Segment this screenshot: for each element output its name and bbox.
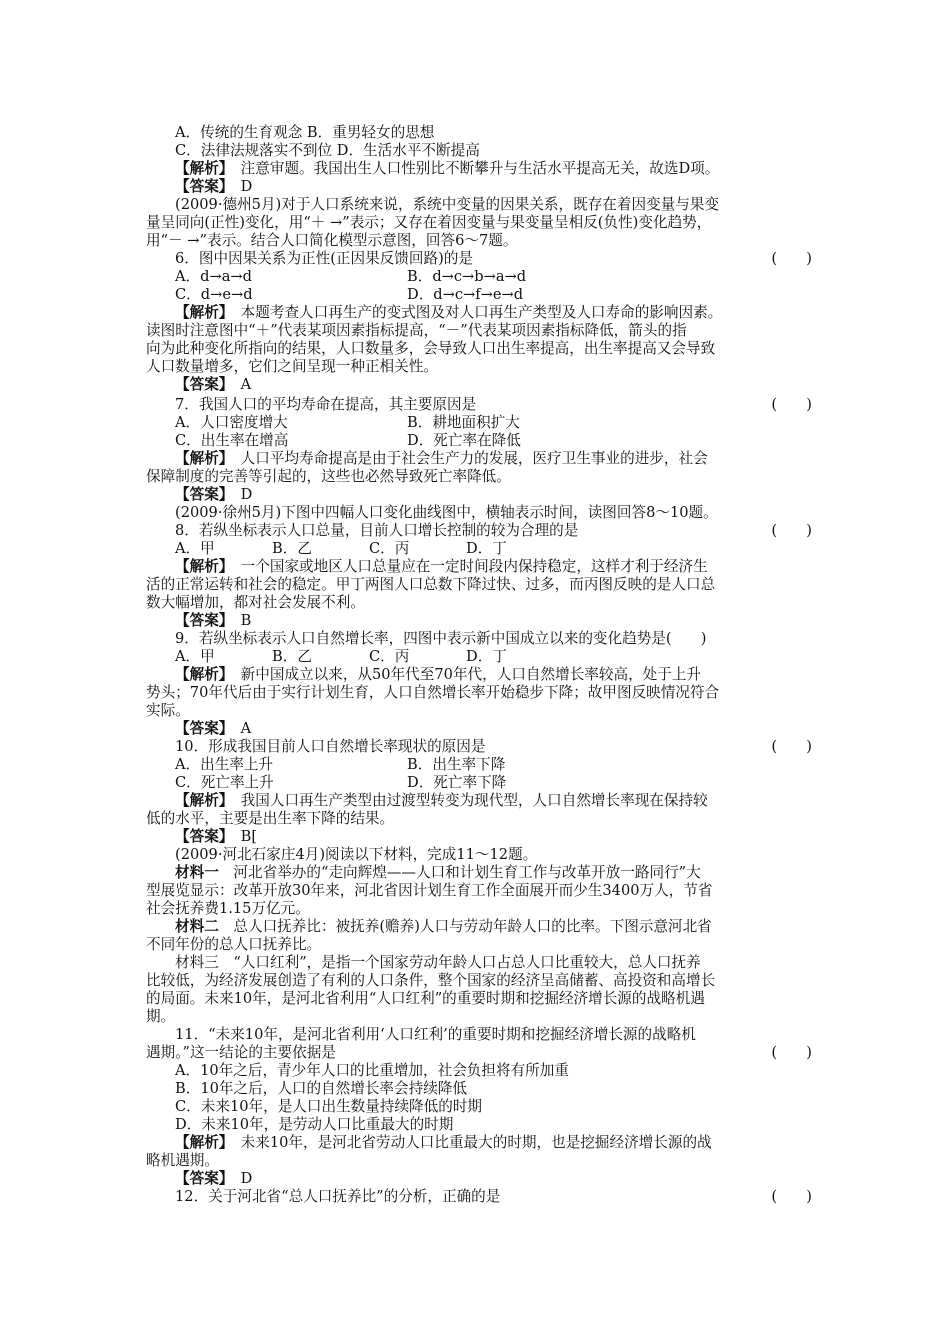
option-line — [175, 774, 812, 792]
analysis-heading: 【解析】 — [175, 558, 227, 575]
text-line: (2009·徐州5月)下图中四幅人口变化曲线图中，横轴表示时间，读图回答8～10题。 — [175, 504, 718, 521]
question-line: 11．“未来10年，是河北省利用‘人口红利’的重要时期和挖掘经济增长源的战略机 — [175, 1026, 696, 1043]
analysis-heading: 【解析】 — [175, 1134, 227, 1151]
option-a: A．人口密度增大 — [175, 414, 288, 431]
option-c: C．丙 — [369, 540, 410, 557]
option-d: D．死亡率下降 — [407, 774, 507, 791]
option-c: C．丙 — [369, 648, 410, 665]
analysis-line — [175, 304, 812, 322]
text-line: 不同年份的总人口抚养比。 — [146, 936, 322, 953]
option-c: C．出生率在增高 — [175, 432, 289, 449]
analysis-text: 一个国家或地区人口总量应在一定时间段内保持稳定，这样才利于经济生 — [226, 558, 708, 575]
text-line: 材料三 “人口红利”，是指一个国家劳动年龄人口占总人口比重较大，总人口抚养 — [175, 954, 701, 971]
text-line: A．传统的生育观念 B．重男轻女的思想 — [175, 124, 435, 141]
text-line: C．法律法规落实不到位 D．生活水平不断提高 — [175, 142, 480, 159]
answer-blank: ( ) — [771, 522, 812, 539]
text-line: 的局面。未来10年，是河北省利用“人口红利”的重要时期和挖掘经济增长源的战略机遇 — [146, 990, 705, 1007]
material-heading: 材料二 — [175, 918, 219, 935]
question-text: 6．图中因果关系为正性(正因果反馈回路)的是 — [175, 250, 473, 267]
analysis-text: 我国人口再生产类型由过渡型转变为现代型，人口自然增长率现在保持较 — [226, 792, 708, 809]
analysis-heading: 【解析】 — [175, 666, 227, 683]
analysis-text: 新中国成立以来，从50年代至70年代，人口自然增长率较高，处于上升 — [226, 666, 702, 683]
question-line — [175, 250, 812, 268]
analysis-line — [175, 666, 812, 684]
text-line: (2009·德州5月)对于人口系统来说，系统中变量的因果关系，既存在着因变量与果变 — [175, 196, 720, 213]
option-d: D．未来10年，是劳动人口比重最大的时期 — [175, 1116, 454, 1133]
answer-line — [175, 178, 812, 196]
option-d: D．丁 — [466, 648, 507, 665]
option-line — [175, 432, 812, 450]
option-d: D．死亡率在降低 — [407, 432, 521, 449]
option-a: A．d→a→d — [175, 268, 252, 285]
answer-heading: 【答案】 — [175, 1170, 227, 1187]
text-line: 读图时注意图中“＋”代表某项因素指标提高，“－”代表某项因素指标降低，箭头的指 — [146, 322, 687, 339]
question-line — [146, 1044, 812, 1062]
answer-blank: ( ) — [771, 396, 812, 413]
option-d: D．d→c→f→e→d — [407, 286, 524, 303]
answer-line — [175, 828, 812, 846]
material-line — [175, 864, 812, 882]
analysis-heading: 【解析】 — [175, 792, 227, 809]
text-line: 低的水平，主要是出生率下降的结果。 — [146, 810, 395, 827]
option-b: B．10年之后，人口的自然增长率会持续降低 — [175, 1080, 467, 1097]
material-text: 总人口抚养比：被抚养(赡养)人口与劳动年龄人口的比率。下图示意河北省 — [218, 918, 712, 935]
question-line — [175, 738, 812, 756]
answer-text: A — [226, 376, 252, 393]
answer-line — [175, 612, 812, 630]
analysis-line — [175, 1134, 812, 1152]
question-line — [175, 1188, 812, 1206]
option-b: B．耕地面积扩大 — [407, 414, 520, 431]
question-line — [175, 522, 812, 540]
option-b: B．乙 — [272, 540, 312, 557]
analysis-line — [175, 450, 812, 468]
question-text: 8．若纵坐标表示人口总量，目前人口增长控制的较为合理的是 — [175, 522, 579, 539]
option-line — [175, 268, 812, 286]
option-b: B．乙 — [272, 648, 312, 665]
analysis-text: 本题考查人口再生产的变式图及对人口再生产类型及人口寿命的影响因素。 — [226, 304, 723, 321]
text-line: 实际。 — [146, 702, 190, 719]
question-line: 9．若纵坐标表示人口自然增长率，四图中表示新中国成立以来的变化趋势是( ) — [175, 630, 707, 647]
answer-heading: 【答案】 — [175, 720, 227, 737]
answer-blank: ( ) — [771, 1044, 812, 1061]
answer-text: D — [226, 178, 253, 195]
answer-text: A — [226, 720, 252, 737]
option-a: A．甲 — [175, 648, 215, 665]
text-line: 势头；70年代后由于实行计划生育，人口自然增长率开始稳步下降；故甲图反映情况符合 — [146, 684, 720, 701]
text-line: 人口数量增多，它们之间呈现一种正相关性。 — [146, 358, 438, 375]
option-c: C．未来10年，是人口出生数量持续降低的时期 — [175, 1098, 483, 1115]
material-heading: 材料一 — [175, 864, 219, 881]
answer-line — [175, 486, 812, 504]
analysis-line — [175, 792, 812, 810]
option-a: A．出生率上升 — [175, 756, 274, 773]
text-line: 期。 — [146, 1008, 176, 1025]
answer-heading: 【答案】 — [175, 486, 227, 503]
option-a: A．甲 — [175, 540, 215, 557]
option-d: D．丁 — [466, 540, 507, 557]
analysis-text: 未来10年，是河北省劳动人口比重最大的时期，也是挖掘经济增长源的战 — [226, 1134, 712, 1151]
option-line — [175, 414, 812, 432]
answer-blank: ( ) — [771, 250, 812, 267]
answer-line — [175, 1170, 812, 1188]
option-b: B．d→c→b→a→d — [407, 268, 527, 285]
answer-line — [175, 376, 812, 394]
analysis-text: 人口平均寿命提高是由于社会生产力的发展，医疗卫生事业的进步，社会 — [226, 450, 708, 467]
answer-text: D — [226, 1170, 253, 1187]
text-line: 略机遇期。 — [146, 1152, 219, 1169]
answer-text: B — [226, 612, 252, 629]
option-line — [175, 756, 812, 774]
answer-blank: ( ) — [771, 1188, 812, 1205]
analysis-text: 注意审题。我国出生人口性别比不断攀升与生活水平提高无关，故选D项。 — [226, 160, 720, 177]
text-line: 活的正常运转和社会的稳定。甲丁两图人口总数下降过快、过多，而丙图反映的是人口总 — [146, 576, 716, 593]
analysis-line — [175, 558, 812, 576]
text-line: 量呈同向(正性)变化，用“＋ →”表示；又存在着因变量与果变量呈相反(负性)变化趋势， — [146, 214, 712, 231]
answer-heading: 【答案】 — [175, 828, 227, 845]
option-b: B．出生率下降 — [407, 756, 506, 773]
text-line: 用“－ →”表示。结合人口简化模型示意图，回答6～7题。 — [146, 232, 518, 249]
question-text: 10．形成我国目前人口自然增长率现状的原因是 — [175, 738, 486, 755]
material-line — [175, 918, 812, 936]
answer-line — [175, 720, 812, 738]
option-c: C．d→e→d — [175, 286, 253, 303]
text-line: 数大幅增加，都对社会发展不利。 — [146, 594, 365, 611]
option-c: C．死亡率上升 — [175, 774, 274, 791]
text-line: 社会抚养费1.15万亿元。 — [146, 900, 310, 917]
text-line: (2009·河北石家庄4月)阅读以下材料，完成11～12题。 — [175, 846, 538, 863]
material-text: 河北省举办的“走向辉煌——人口和计划生育工作与改革开放一路同行”大 — [218, 864, 701, 881]
answer-heading: 【答案】 — [175, 612, 227, 629]
text-line: 保障制度的完善等引起的，这些也必然导致死亡率降低。 — [146, 468, 511, 485]
answer-text: B[ — [226, 828, 258, 845]
answer-blank: ( ) — [771, 738, 812, 755]
option-a: A．10年之后，青少年人口的比重增加，社会负担将有所加重 — [175, 1062, 569, 1079]
answer-heading: 【答案】 — [175, 178, 227, 195]
analysis-line — [175, 160, 812, 178]
question-line — [175, 396, 812, 414]
option-line — [175, 540, 812, 558]
text-line: 比较低，为经济发展创造了有利的人口条件，整个国家的经济呈高储蓄、高投资和高增长 — [146, 972, 716, 989]
question-text: 12．关于河北省“总人口抚养比”的分析，正确的是 — [175, 1188, 501, 1205]
option-line — [175, 286, 812, 304]
option-line — [175, 648, 812, 666]
question-text: 7．我国人口的平均寿命在提高，其主要原因是 — [175, 396, 477, 413]
text-line: 型展览显示：改革开放30年来，河北省因计划生育工作全面展开而少生3400万人，节省 — [146, 882, 713, 899]
answer-heading: 【答案】 — [175, 376, 227, 393]
analysis-heading: 【解析】 — [175, 450, 227, 467]
text-line: 向为此种变化所指向的结果，人口数量多，会导致人口出生率提高，出生率提高又会导致 — [146, 340, 716, 357]
answer-text: D — [226, 486, 253, 503]
question-text: 遇期。”这一结论的主要依据是 — [146, 1044, 336, 1061]
analysis-heading: 【解析】 — [175, 304, 227, 321]
analysis-heading: 【解析】 — [175, 160, 227, 177]
